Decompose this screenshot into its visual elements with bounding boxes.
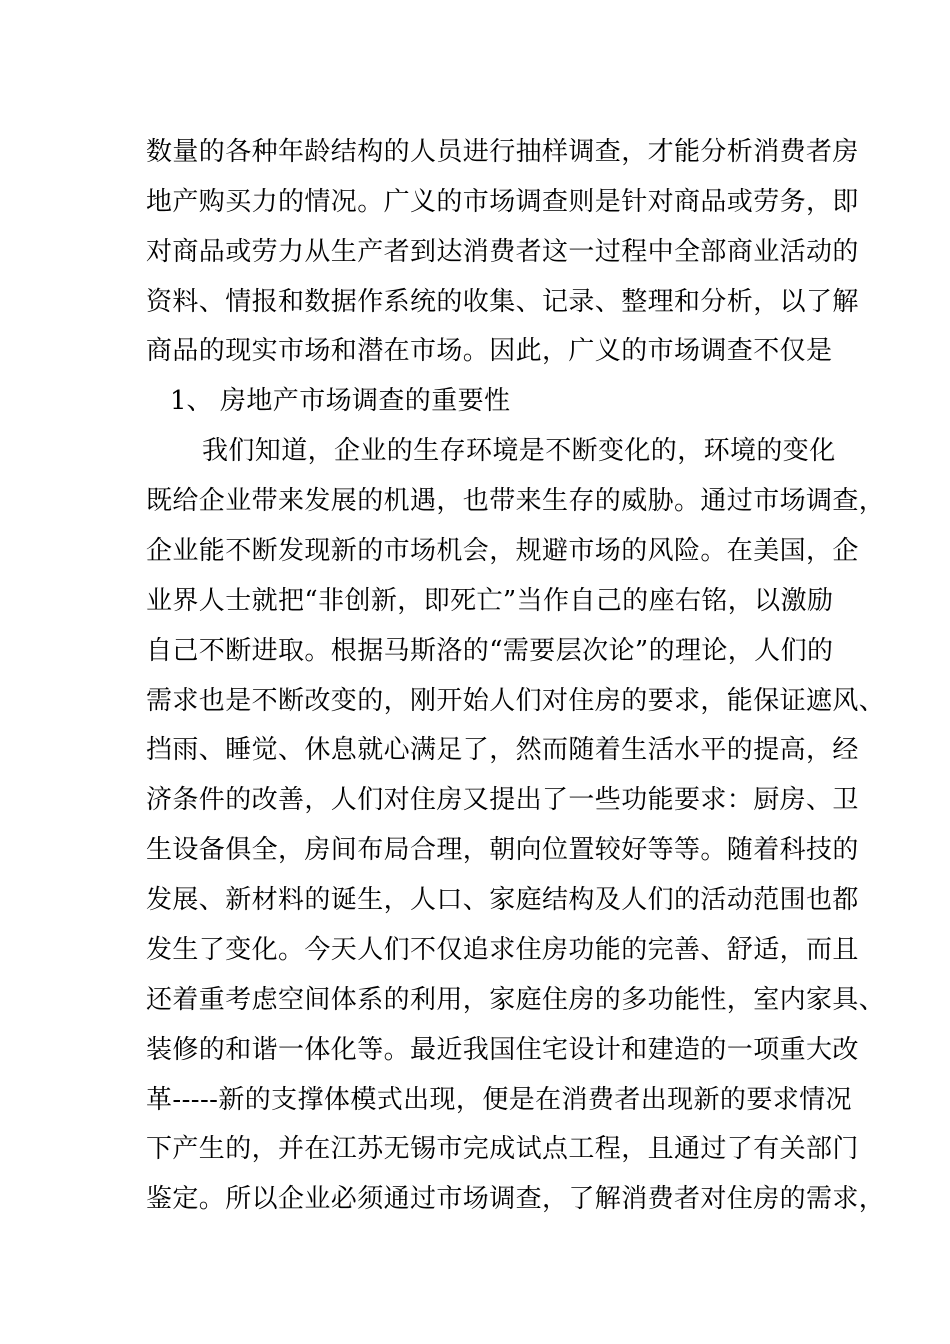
paragraph-1-line-4: 资料、情报和数据作系统的收集、记录、整理和分析，以了解 <box>146 287 859 317</box>
section-heading-number: 1、 <box>170 386 213 416</box>
paragraph-1-line-1: 数量的各种年龄结构的人员进行抽样调查，才能分析消费者房 <box>146 137 859 167</box>
paragraph-1-line-3: 对商品或劳力从生产者到达消费者这一过程中全部商业活动的 <box>146 237 859 267</box>
paragraph-2-line-8: 济条件的改善，人们对住房又提出了一些功能要求：厨房、卫 <box>146 785 859 815</box>
paragraph-2-line-7: 挡雨、睡觉、休息就心满足了，然而随着生活水平的提高，经 <box>146 735 859 765</box>
paragraph-2-line-14: 革-----新的支撑体模式出现，便是在消费者出现新的要求情况 <box>146 1085 852 1115</box>
paragraph-2-line-4: 业界人士就把“非创新，即死亡”当作自己的座右铭，以激励 <box>146 586 834 616</box>
paragraph-2-line-5: 自己不断进取。根据马斯洛的“需要层次论”的理论，人们的 <box>146 636 834 666</box>
paragraph-1-line-2: 地产购买力的情况。广义的市场调查则是针对商品或劳务，即 <box>146 187 859 217</box>
paragraph-2-line-1: 我们知道，企业的生存环境是不断变化的，环境的变化 <box>202 436 836 466</box>
paragraph-2-line-3: 企业能不断发现新的市场机会，规避市场的风险。在美国，企 <box>146 536 859 566</box>
paragraph-1-line-5: 商品的现实市场和潜在市场。因此，广义的市场调查不仅是 <box>146 336 833 366</box>
paragraph-2-line-9: 生设备俱全，房间布局合理，朝向位置较好等等。随着科技的 <box>146 835 859 865</box>
section-heading-title: 房地产市场调查的重要性 <box>220 386 511 416</box>
paragraph-2-line-11: 发生了变化。今天人们不仅追求住房功能的完善、舒适，而且 <box>146 935 859 965</box>
paragraph-2-line-13: 装修的和谐一体化等。最近我国住宅设计和建造的一项重大改 <box>146 1035 859 1065</box>
paragraph-2-line-12: 还着重考虑空间体系的利用，家庭住房的多功能性，室内家具、 <box>146 985 886 1015</box>
paragraph-2-line-2: 既给企业带来发展的机遇，也带来生存的威胁。通过市场调查， <box>146 486 886 516</box>
paragraph-2-line-10: 发展、新材料的诞生，人口、家庭结构及人们的活动范围也都 <box>146 885 859 915</box>
paragraph-2-line-16: 鉴定。所以企业必须通过市场调查，了解消费者对住房的需求， <box>146 1184 886 1214</box>
paragraph-2-line-6: 需求也是不断改变的，刚开始人们对住房的要求，能保证遮风、 <box>146 686 886 716</box>
paragraph-2-line-15: 下产生的，并在江苏无锡市完成试点工程，且通过了有关部门 <box>146 1134 859 1164</box>
